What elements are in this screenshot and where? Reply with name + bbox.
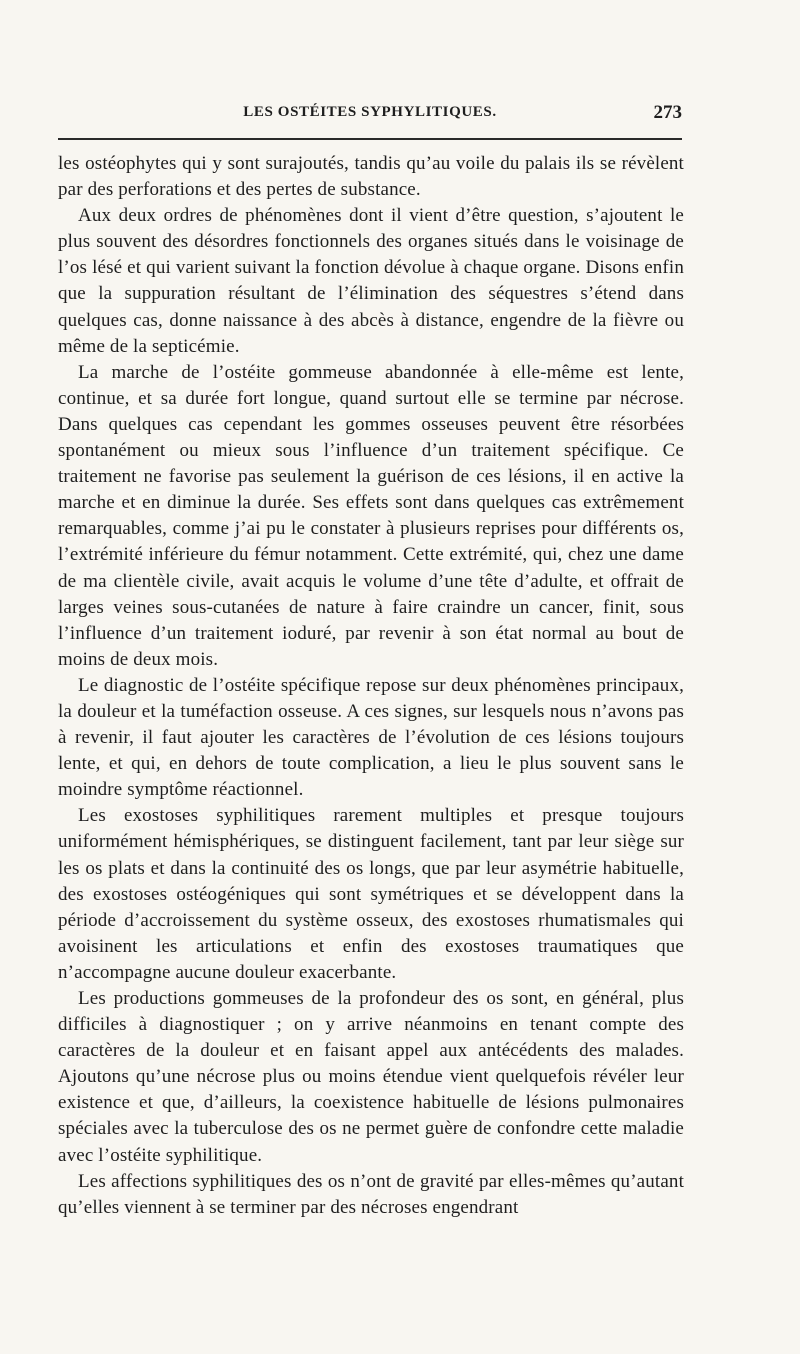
paragraph: Les productions gommeuses de la profondeur des os sont, en général, plus difficiles à diagnostiquer ; on y arrive néanmoins en tenant compte des caractères de la douleur et en faisant appel aux antécédents des malades. Ajoutons qu’une nécrose plus ou moins étendue vient quelquefois révéler leur existence et que, d’ailleurs, la coexistence habituelle de lésions pulmonaires spéciales avec la tuberculose des os ne permet guère de confondre cette maladie avec l’ostéite syphilitique. <box>58 988 684 1166</box>
page-number: 273 <box>653 102 682 123</box>
paragraph: Aux deux ordres de phénomènes dont il vient d’être question, s’ajoutent le plus souvent des désordres fonctionnels des organes situés dans le voisinage de l’os lésé et qui varient suivant la fonction dévolue à chaque organe. Disons enfin que la suppuration résultant de l’élimination des séquestres s’étend dans quelques cas, donne naissance à des abcès à distance, engendre de la fièvre ou même de la septicémie. <box>58 205 684 357</box>
paragraph: Le diagnostic de l’ostéite spécifique repose sur deux phénomènes principaux, la douleur et la tuméfaction osseuse. A ces signes, sur lesquels nous n’avons pas à revenir, il faut ajouter les caractères de l’évolution de ces lésions toujours lente, et qui, en dehors de toute complication, a lieu le plus souvent sans le moindre symptôme réactionnel. <box>58 674 684 801</box>
paragraph: les ostéophytes qui y sont surajoutés, tandis qu’au voile du palais ils se révèlent par des perforations et des pertes de substance. <box>58 153 684 201</box>
body-text <box>58 151 684 1221</box>
running-title: LES OSTÉITES SYPHYLITIQUES. <box>243 104 497 120</box>
header-rule <box>58 138 682 140</box>
running-head <box>58 104 682 126</box>
paragraph: La marche de l’ostéite gommeuse abandonnée à elle-même est lente, continue, et sa durée fort longue, quand surtout elle se termine par nécrose. Dans quelques cas cependant les gommes osseuses peuvent être résorbées spontanément ou mieux sous l’influence d’un traitement spécifique. Ce traitement ne favorise pas seulement la guérison de ces lésions, il en active la marche et en diminue la durée. Ses effets sont dans quelques cas extrêmement remarquables, comme j’ai pu le constater à plusieurs reprises pour différents os, l’extrémité inférieure du fémur notamment. Cette extrémité, qui, chez une dame de ma clientèle civile, avait acquis le volume d’une tête d’adulte, et offrait de larges veines sous-cutanées de nature à faire craindre un cancer, finit, sous l’influence d’un traitement ioduré, par revenir à son état normal au bout de moins de deux mois. <box>58 361 684 670</box>
paragraph: Les affections syphilitiques des os n’ont de gravité par elles-mêmes qu’autant qu’elles viennent à se terminer par des nécroses engendrant <box>58 1170 684 1218</box>
paragraph: Les exostoses syphilitiques rarement multiples et presque toujours uniformément hémisphériques, se distinguent facilement, tant par leur siège sur les os plats et dans la continuité des os longs, que par leur asymétrie habituelle, des exostoses ostéogéniques qui sont symétriques et se développent dans la période d’accroissement du système osseux, des exostoses rhumatismales qui avoisinent les articulations et enfin des exostoses traumatiques que n’accompagne aucune douleur exacerbante. <box>58 805 684 983</box>
